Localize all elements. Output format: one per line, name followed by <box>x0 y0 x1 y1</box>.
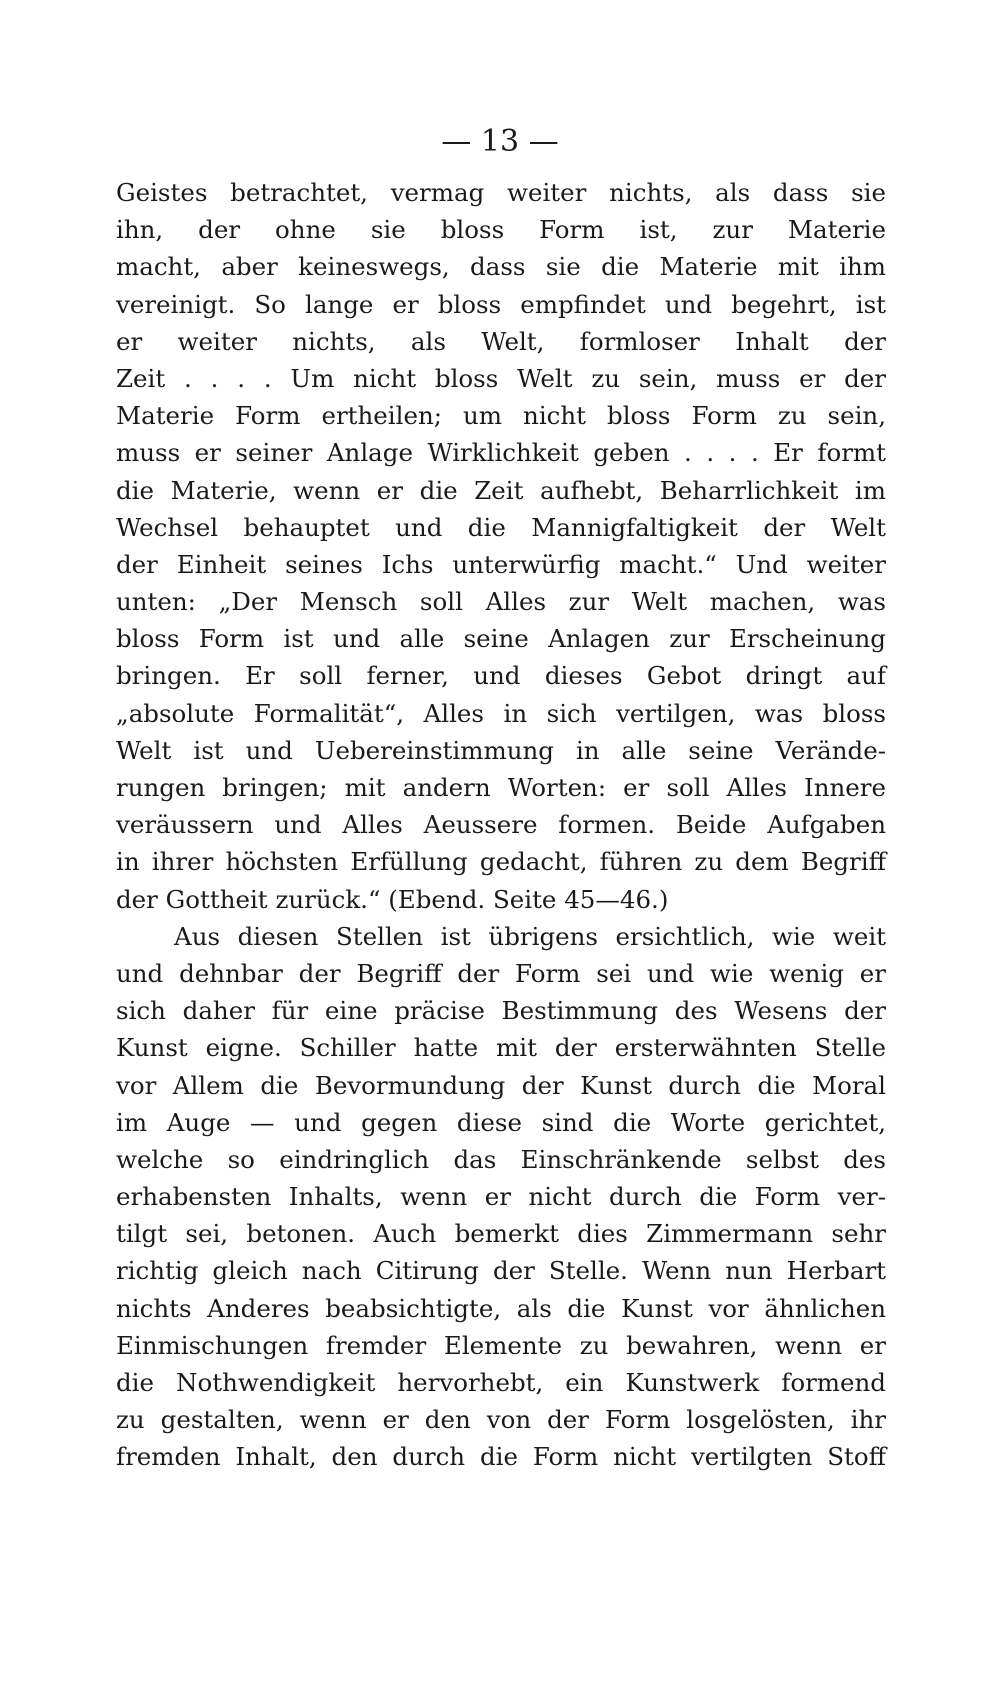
text-line: zu gestalten, wenn er den von der Form losgelösten, ihr <box>116 1405 886 1435</box>
page-number: — 13 — <box>441 124 559 159</box>
paragraph-end-line: der Gottheit zurück.“ (Ebend. Seite 45—46.) <box>116 884 669 914</box>
text-line: ihn, der ohne sie bloss Form ist, zur Materie <box>116 215 886 245</box>
text-line: Kunst eigne. Schiller hatte mit der ersterwähnten Stelle <box>116 1033 886 1063</box>
text-line: die Materie, wenn er die Zeit aufhebt, Beharrlichkeit im <box>116 475 886 505</box>
text-line: richtig gleich nach Citirung der Stelle. Wenn nun Herbart <box>116 1256 886 1286</box>
body-text <box>116 174 886 1476</box>
text-line: rungen bringen; mit andern Worten: er soll Alles Innere <box>116 773 886 802</box>
text-line: welche so eindringlich das Einschränkende selbst des <box>116 1144 886 1174</box>
text-line: Welt ist und Uebereinstimmung in alle seine Verände- <box>116 735 886 765</box>
text-line: muss er seiner Anlage Wirklichkeit geben . . . . Er formt <box>116 438 886 468</box>
text-line: er weiter nichts, als Welt, formloser Inhalt der <box>116 326 886 356</box>
text-line: „absolute Formalität“, Alles in sich vertilgen, was bloss <box>116 698 886 728</box>
text-line: tilgt sei, betonen. Auch bemerkt dies Zimmermann sehr <box>116 1219 886 1249</box>
text-line: der Einheit seines Ichs unterwürfig macht.“ Und weiter <box>116 549 886 579</box>
text-line: und dehnbar der Begriff der Form sei und wie wenig er <box>116 958 886 988</box>
text-line: sich daher für eine präcise Bestimmung des Wesens der <box>116 996 886 1026</box>
text-line: Materie Form ertheilen; um nicht bloss Form zu sein, <box>116 401 886 431</box>
text-line: in ihrer höchsten Erfüllung gedacht, führen zu dem Begriff <box>116 847 886 877</box>
paragraph-start-line: Aus diesen Stellen ist übrigens ersichtlich, wie weit <box>174 921 886 951</box>
text-line: vor Allem die Bevormundung der Kunst durch die Moral <box>116 1070 886 1100</box>
text-line: die Nothwendigkeit hervorhebt, ein Kunstwerk formend <box>116 1368 886 1397</box>
text-line: Geistes betrachtet, vermag weiter nichts, als dass sie <box>116 178 886 207</box>
text-line: vereinigt. So lange er bloss empfindet und begehrt, ist <box>116 289 886 319</box>
text-line: bloss Form ist und alle seine Anlagen zur Erscheinung <box>116 624 886 654</box>
text-line: im Auge — und gegen diese sind die Worte gerichtet, <box>116 1107 886 1137</box>
text-line: Wechsel behauptet und die Mannigfaltigkeit der Welt <box>116 512 886 542</box>
text-line: veräussern und Alles Aeussere formen. Beide Aufgaben <box>116 810 886 840</box>
text-line: nichts Anderes beabsichtigte, als die Kunst vor ähnlichen <box>116 1293 886 1323</box>
text-line: macht, aber keineswegs, dass sie die Materie mit ihm <box>116 252 886 282</box>
text-line: fremden Inhalt, den durch die Form nicht vertilgten Stoff <box>116 1442 886 1472</box>
text-line: Zeit . . . . Um nicht bloss Welt zu sein, muss er der <box>116 363 886 393</box>
text-line: bringen. Er soll ferner, und dieses Gebot dringt auf <box>116 661 886 691</box>
text-line: unten: „Der Mensch soll Alles zur Welt machen, was <box>116 587 886 617</box>
text-line: erhabensten Inhalts, wenn er nicht durch die Form ver- <box>116 1182 886 1212</box>
text-line: Einmischungen fremder Elemente zu bewahren, wenn er <box>116 1330 886 1360</box>
